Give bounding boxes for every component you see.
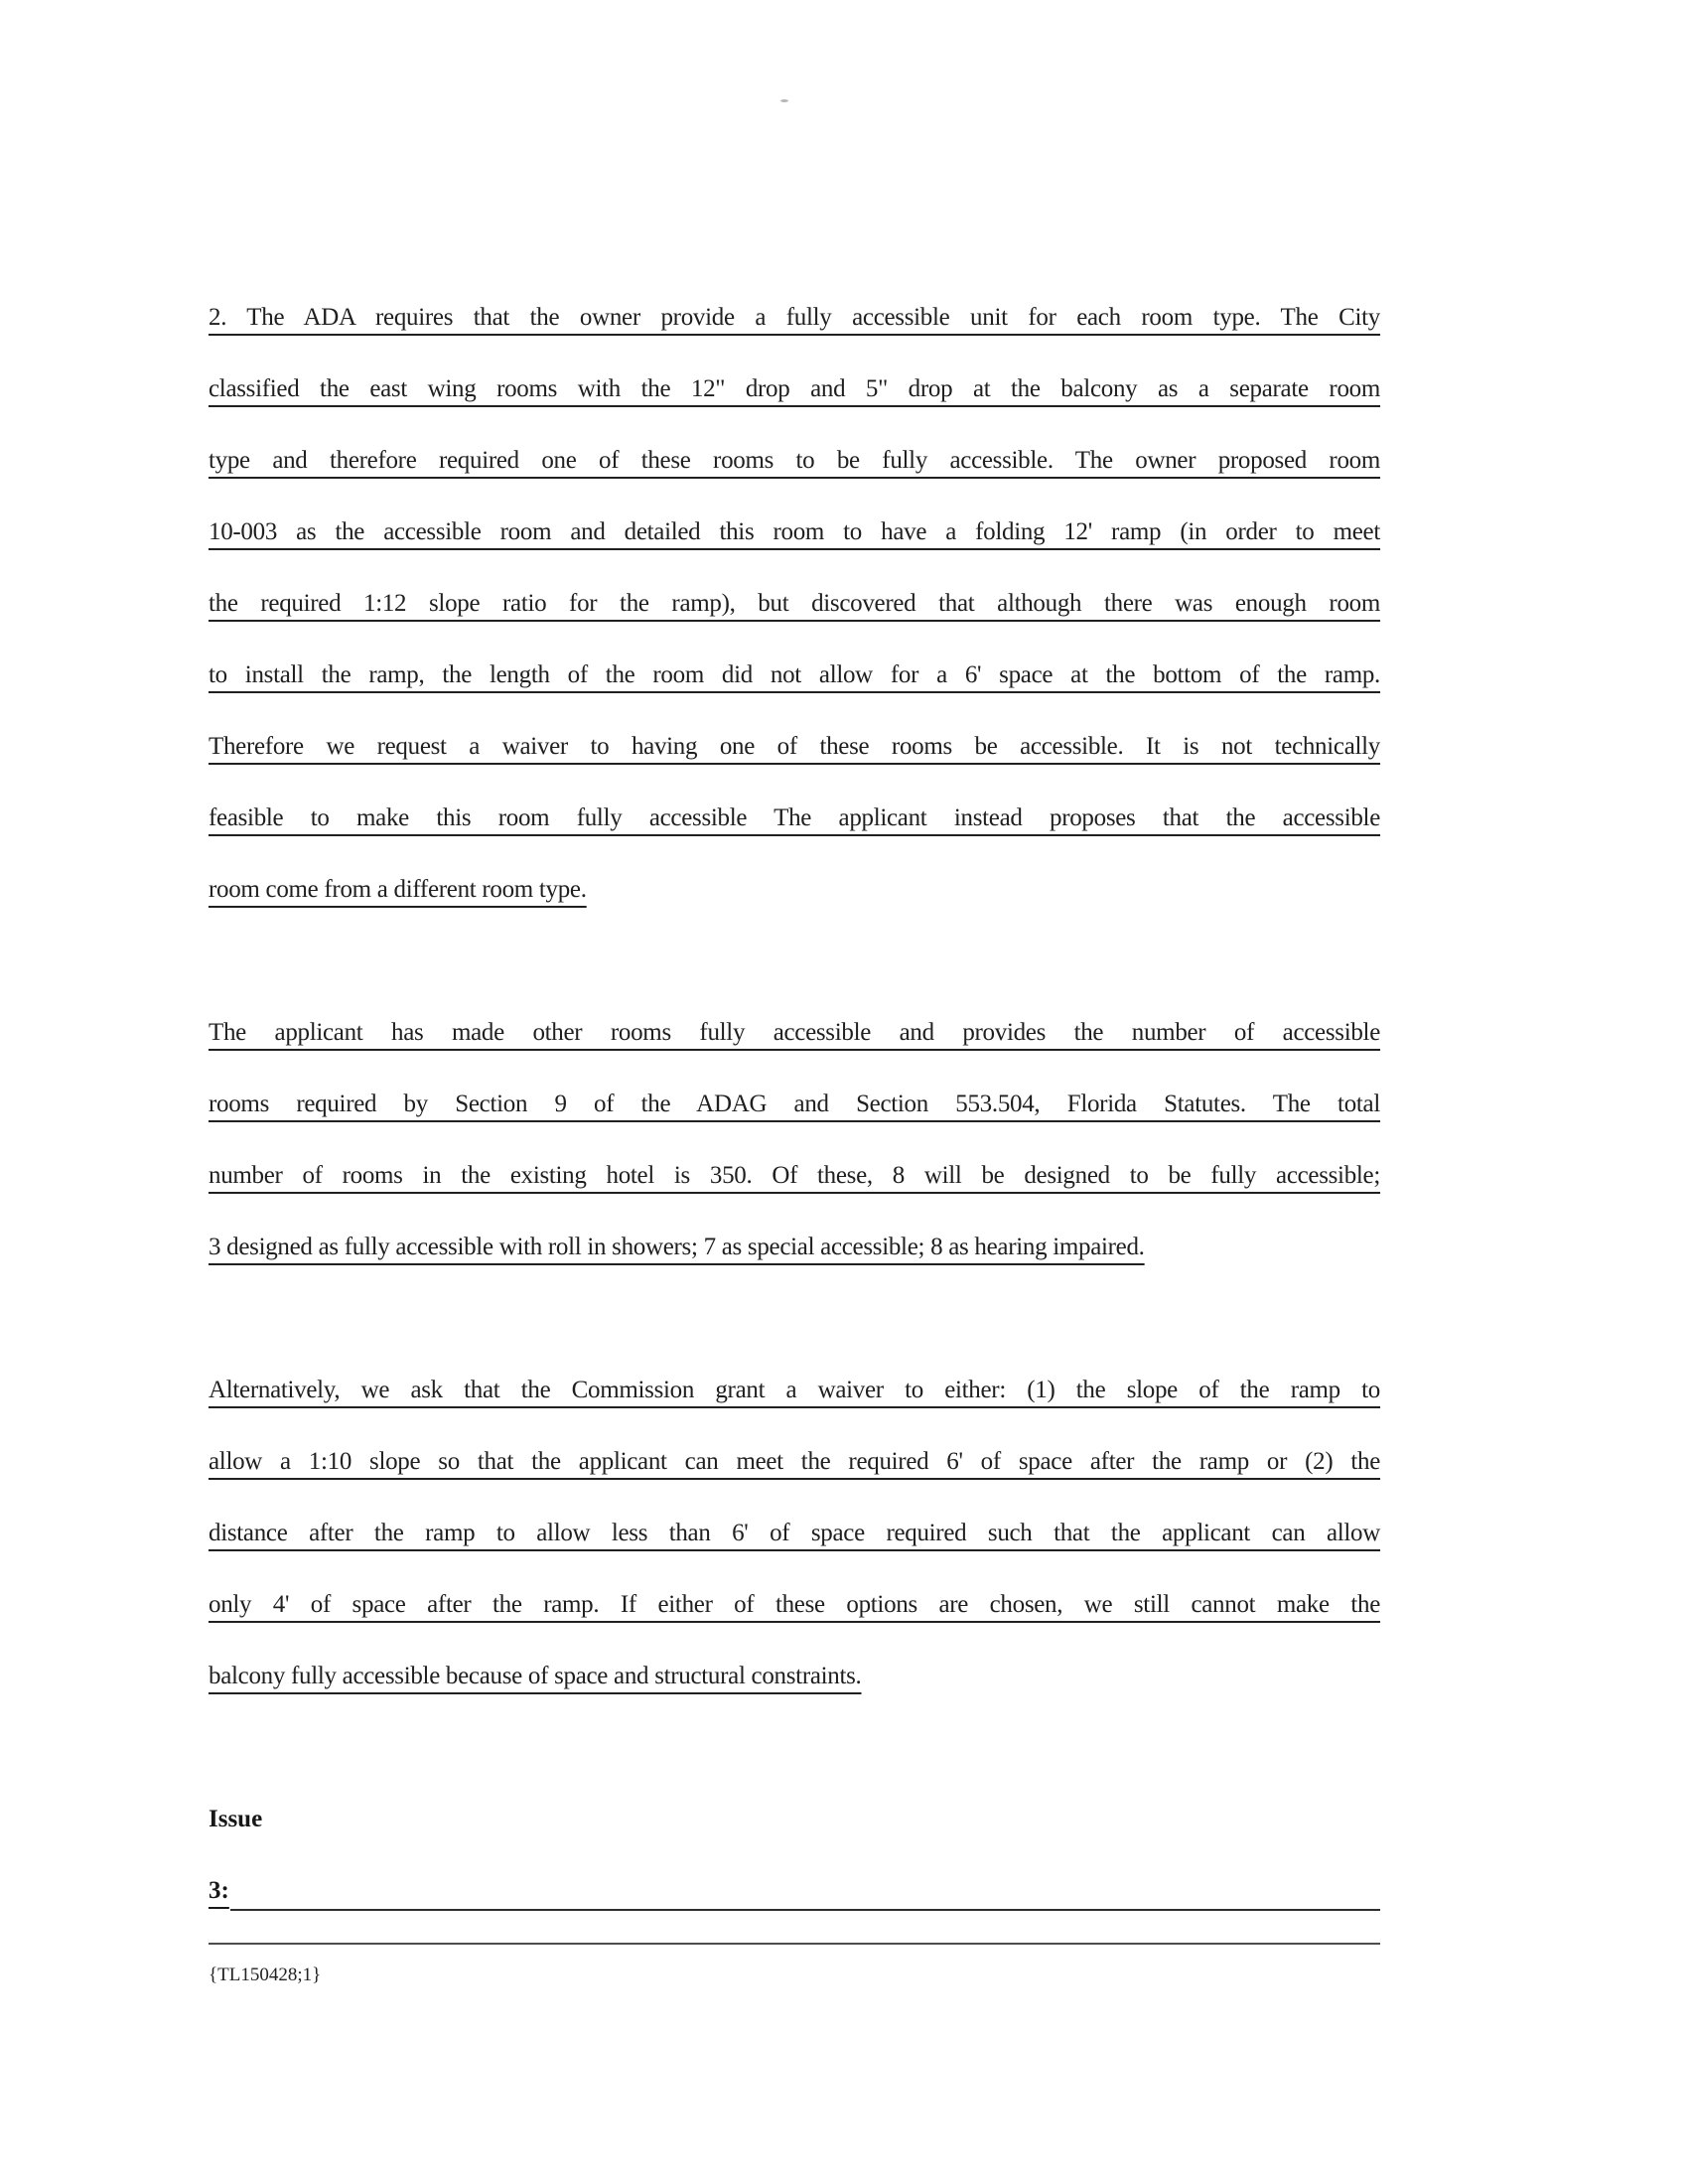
issue-number-row [209,1855,1380,1927]
issue-blank-line [230,1909,1380,1911]
footer-reference: {TL150428;1} [209,1965,322,1985]
text-line: 10-003 as the accessible room and detailed this room to have a folding 12' ramp (in order to meet [209,518,1380,545]
text-line: the required 1:12 slope ratio for the ramp), but discovered that although there was enough room [209,590,1380,617]
issue-number: 3: [209,1877,229,1904]
text-line: to install the ramp, the length of the room did not allow for a 6' space at the bottom of the ramp. [209,661,1380,688]
text-line: Therefore we request a waiver to having one of these rooms be accessible. It is not technically [209,733,1380,760]
text-line: rooms required by Section 9 of the ADAG and Section 553.504, Florida Statutes. The total [209,1091,1380,1117]
text-line: only 4' of space after the ramp. If either of these options are chosen, we still cannot make the [209,1591,1380,1618]
text-line: Alternatively, we ask that the Commission grant a waiver to either: (1) the slope of the ramp to [209,1377,1380,1403]
text-line: 2. The ADA requires that the owner provide a fully accessible unit for each room type. The City [209,304,1380,331]
text-line: type and therefore required one of these rooms to be fully accessible. The owner proposed room [209,447,1380,474]
paragraph-accessible-room-counts [209,997,1380,1283]
text-line: distance after the ramp to allow less than 6' of space required such that the applicant can allow [209,1520,1380,1546]
scan-artifact [780,99,788,102]
text-line: allow a 1:10 slope so that the applicant can meet the required 6' of space after the ramp or (2) the [209,1448,1380,1475]
paragraph-ada-waiver-request [209,282,1380,926]
issue-heading: Issue [209,1806,263,1832]
text-line: classified the east wing rooms with the 12" drop and 5" drop at the balcony as a separate room [209,375,1380,402]
text-line: The applicant has made other rooms fully accessible and provides the number of accessible [209,1019,1380,1046]
text-line: room come from a different room type. [209,876,587,903]
text-line: number of rooms in the existing hotel is 350. Of these, 8 will be designed to be fully accessible; [209,1162,1380,1189]
footer-separator-line [209,1943,1380,1945]
paragraph-alternative-waiver [209,1355,1380,1712]
text-line: feasible to make this room fully accessible The applicant instead proposes that the accessible [209,804,1380,831]
text-line: 3 designed as fully accessible with roll in showers; 7 as special accessible; 8 as hearing impaired. [209,1234,1145,1260]
text-line: balcony fully accessible because of space and structural constraints. [209,1663,862,1689]
document-content [209,282,1380,1988]
